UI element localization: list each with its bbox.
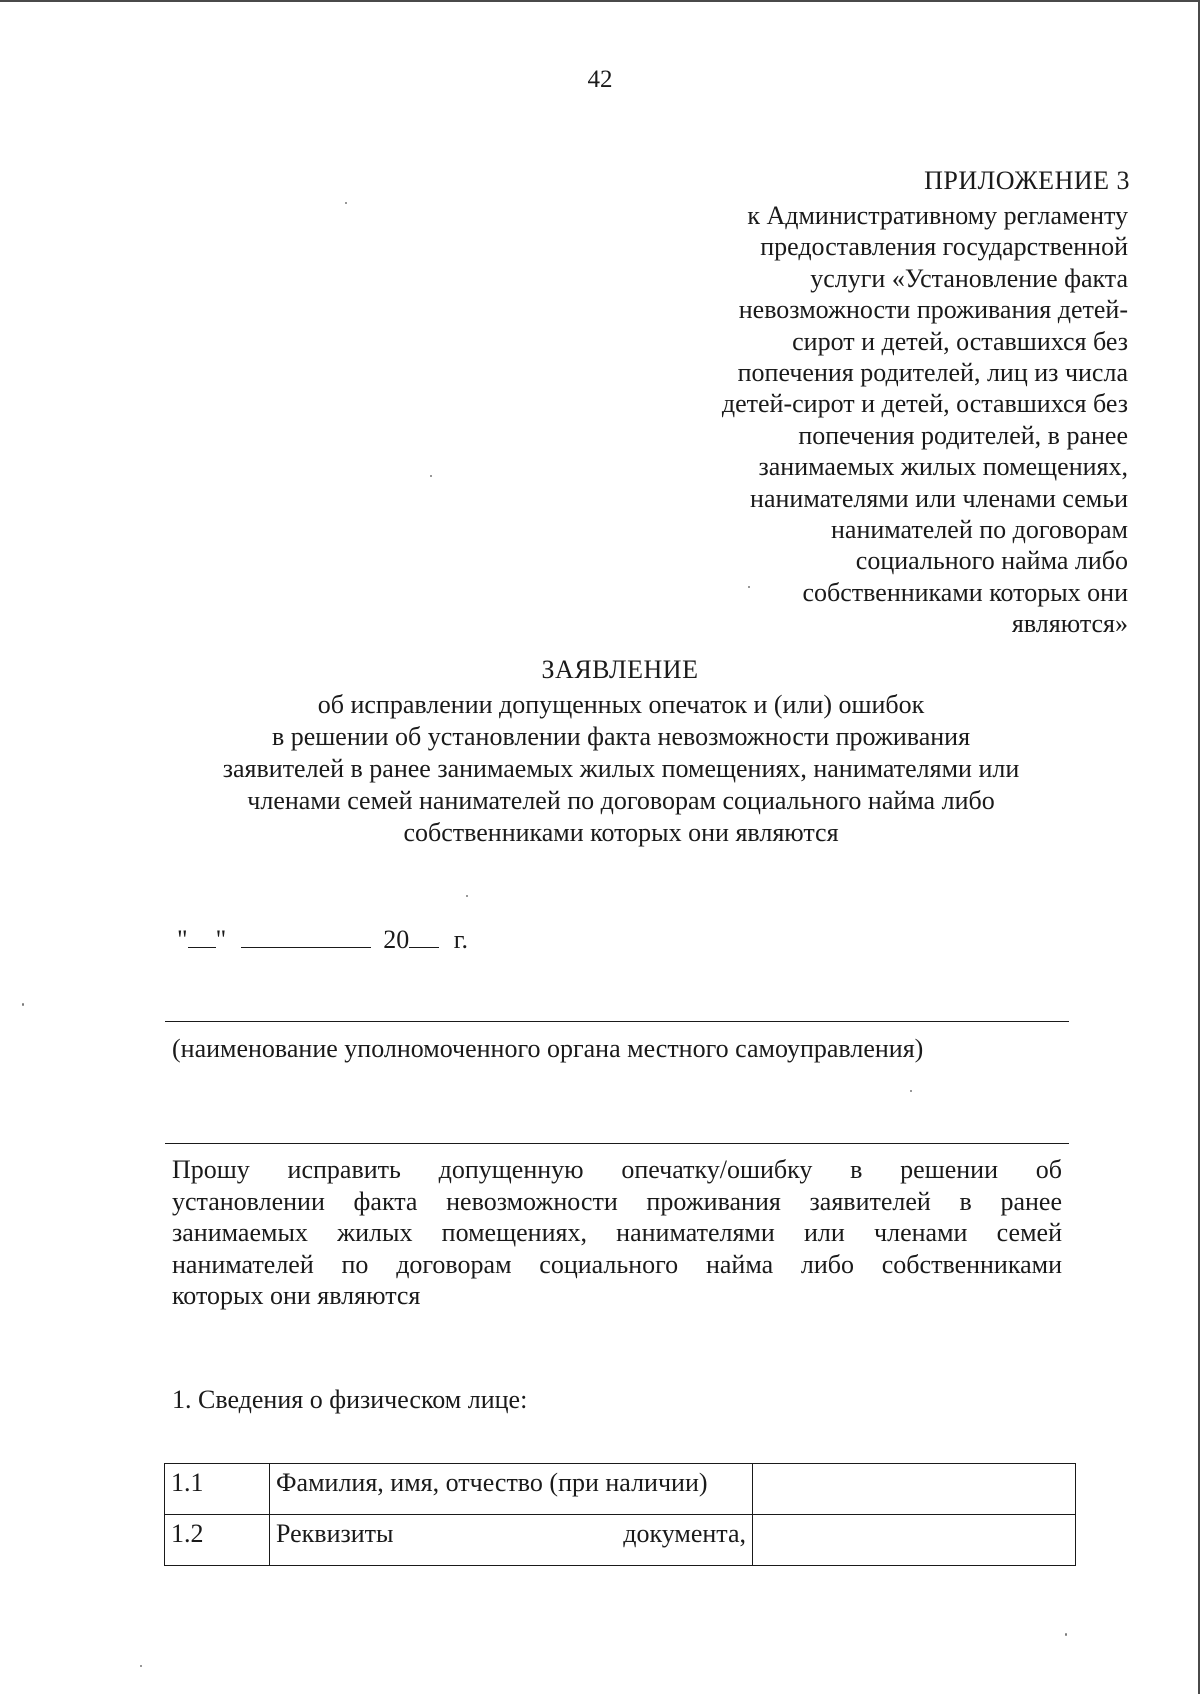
row-label xyxy=(270,1515,753,1566)
request-line: Прошу исправить допущенную опечатку/ошибку в решении об xyxy=(172,1155,1062,1184)
request-text xyxy=(172,1154,1062,1312)
scan-speck xyxy=(748,586,750,588)
date-quote-close: " xyxy=(215,925,227,954)
appendix-line: попечения родителей, лиц из числа xyxy=(737,358,1128,388)
scan-speck xyxy=(345,202,347,204)
row-label: Фамилия, имя, отчество (при наличии) xyxy=(270,1464,753,1515)
scan-speck xyxy=(430,475,432,477)
appendix-line: являются» xyxy=(1011,609,1128,639)
row-number: 1.1 xyxy=(165,1464,270,1515)
appendix-text xyxy=(568,200,1128,640)
table-row xyxy=(165,1515,1076,1566)
org-caption: (наименование уполномоченного органа местного самоуправления) xyxy=(172,1034,924,1063)
scan-speck xyxy=(466,895,468,897)
year-suffix: г. xyxy=(453,925,468,954)
appendix-line: услуги «Установление факта xyxy=(810,263,1128,293)
row-label-right: документа, xyxy=(623,1519,746,1548)
subtitle-line: заявителей в ранее занимаемых жилых помещениях, нанимателями или xyxy=(222,754,1020,783)
subtitle-line: об исправлении допущенных опечаток и (или) ошибок xyxy=(317,690,925,719)
month-blank[interactable] xyxy=(241,925,371,948)
day-blank[interactable] xyxy=(188,925,216,948)
appendix-line: сирот и детей, оставшихся без xyxy=(792,326,1128,356)
appendix-line: попечения родителей, в ранее xyxy=(798,420,1128,450)
appendix-line: нанимателей по договорам xyxy=(830,515,1128,545)
appendix-line: к Административному регламенту xyxy=(747,201,1128,230)
year-prefix: 20 xyxy=(383,925,410,954)
appendix-line: невозможности проживания детей- xyxy=(738,295,1128,325)
request-line: нанимателей по договорам социального найма либо собственниками xyxy=(172,1249,1062,1279)
scan-speck xyxy=(140,1665,142,1667)
document-title: ЗАЯВЛЕНИЕ xyxy=(541,655,699,684)
table-row xyxy=(165,1464,1076,1515)
appendix-line: нанимателями или членами семьи xyxy=(750,483,1128,513)
document-subtitle xyxy=(162,689,1080,849)
org-name-line[interactable] xyxy=(165,1021,1069,1022)
scan-speck xyxy=(910,1090,912,1092)
page-edge-top xyxy=(0,0,1200,2)
subtitle-line: членами семей нанимателей по договорам социального найма либо xyxy=(247,786,995,815)
request-line: которых они являются xyxy=(172,1281,421,1310)
row-label-left: Реквизиты xyxy=(276,1519,394,1548)
appendix-line: детей-сирот и детей, оставшихся без xyxy=(721,389,1128,419)
scan-speck xyxy=(22,1003,24,1006)
full-name-field[interactable] xyxy=(753,1464,1076,1515)
date-line xyxy=(177,925,468,955)
appendix-line: собственниками которых они xyxy=(802,577,1128,607)
section-heading: 1. Сведения о физическом лице: xyxy=(172,1385,528,1414)
signature-line[interactable] xyxy=(165,1143,1069,1144)
request-line: установлении факта невозможности проживания заявителей в ранее xyxy=(172,1186,1062,1216)
scan-speck xyxy=(1065,1633,1067,1636)
appendix-line: предоставления государственной xyxy=(760,232,1128,262)
subtitle-line: собственниками которых они являются xyxy=(403,818,839,847)
appendix-heading: ПРИЛОЖЕНИЕ 3 xyxy=(924,166,1130,195)
request-line: занимаемых жилых помещениях, нанимателями или членами семей xyxy=(172,1218,1062,1247)
appendix-line: социального найма либо xyxy=(855,546,1128,576)
page-number: 42 xyxy=(587,66,613,93)
person-info-table xyxy=(164,1463,1076,1566)
document-details-field[interactable] xyxy=(753,1515,1076,1566)
date-quote-open: " xyxy=(177,925,188,954)
appendix-line: занимаемых жилых помещениях, xyxy=(758,452,1128,482)
row-number: 1.2 xyxy=(165,1515,270,1566)
year-blank[interactable] xyxy=(409,925,439,948)
subtitle-line: в решении об установлении факта невозможности проживания xyxy=(271,722,971,751)
